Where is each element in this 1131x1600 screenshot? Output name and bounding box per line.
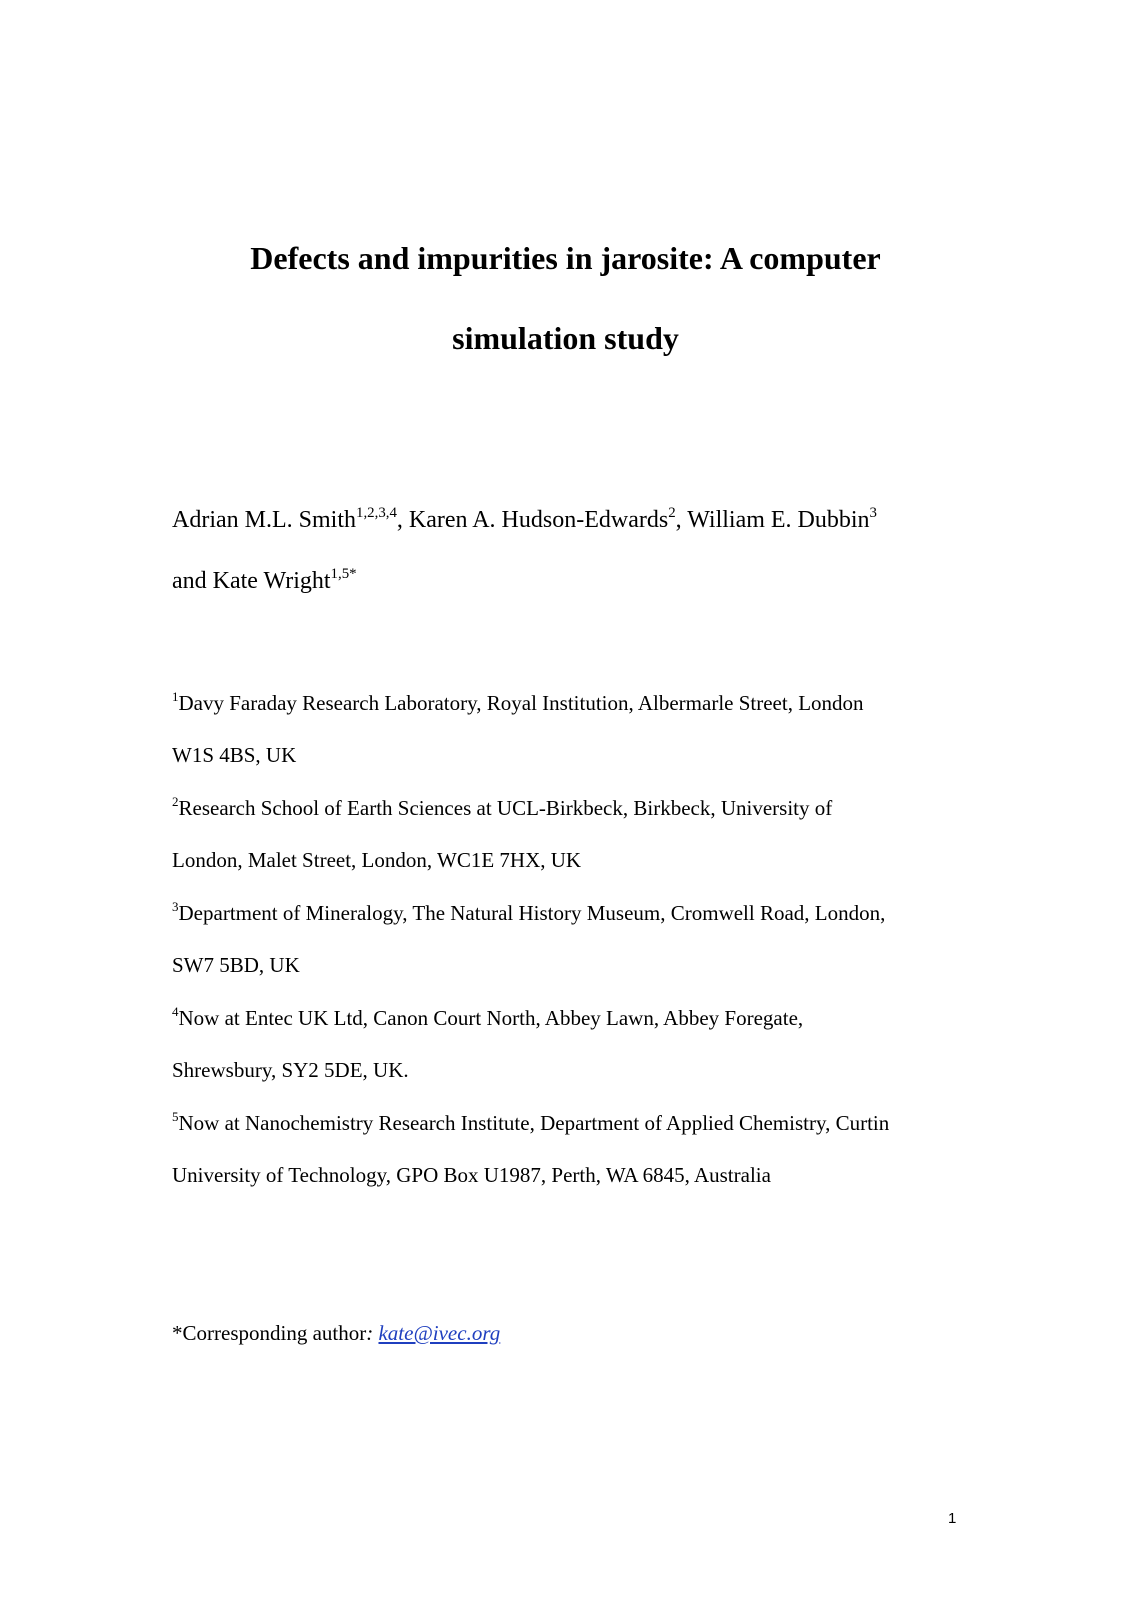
affiliation-text: Department of Mineralogy, The Natural History Museum, Cromwell Road, London, xyxy=(178,901,886,925)
corresponding-email-link[interactable]: kate@ivec.org xyxy=(378,1321,501,1345)
author-name: William E. Dubbin xyxy=(687,507,870,533)
affiliation-2-line-1 xyxy=(172,794,832,822)
paper-title-line-2: simulation study xyxy=(452,320,679,356)
author-affiliation-marker: 2 xyxy=(668,504,676,521)
author-name: Kate Wright xyxy=(212,568,331,594)
affiliation-4-line-2: Shrewsbury, SY2 5DE, UK. xyxy=(172,1058,409,1082)
author-list-line-2 xyxy=(172,566,357,596)
affiliation-4-line-1 xyxy=(172,1004,803,1032)
affiliation-2-line-2: London, Malet Street, London, WC1E 7HX, UK xyxy=(172,848,582,872)
affiliation-1-line-2: W1S 4BS, UK xyxy=(172,743,297,767)
affiliation-number: 4 xyxy=(172,1003,179,1019)
affiliation-5-line-2: University of Technology, GPO Box U1987, Perth, WA 6845, Australia xyxy=(172,1163,771,1187)
affiliation-number: 3 xyxy=(172,898,179,914)
author-affiliation-marker: 3 xyxy=(869,504,877,521)
corresponding-author xyxy=(172,1319,500,1347)
corresponding-author-label: *Corresponding author xyxy=(172,1321,367,1345)
affiliation-number: 2 xyxy=(172,793,179,809)
page-number: 1 xyxy=(948,1510,957,1527)
author-affiliation-marker: 1,5* xyxy=(330,565,357,582)
affiliation-3-line-2: SW7 5BD, UK xyxy=(172,953,300,977)
affiliation-text: Research School of Earth Sciences at UCL-Birkbeck, Birkbeck, University of xyxy=(178,796,833,820)
affiliation-text: Davy Faraday Research Laboratory, Royal Institution, Albermarle Street, London xyxy=(178,691,864,715)
affiliation-1-line-1 xyxy=(172,689,864,717)
affiliation-3-line-1 xyxy=(172,899,885,927)
author-name: Adrian M.L. Smith xyxy=(172,507,356,533)
affiliation-text: Now at Entec UK Ltd, Canon Court North, Abbey Lawn, Abbey Foregate, xyxy=(178,1006,804,1030)
author-list-line-1 xyxy=(172,505,877,535)
author-prefix: and xyxy=(172,568,213,594)
affiliation-number: 5 xyxy=(172,1108,179,1124)
paper-title-line-1: Defects and impurities in jarosite: A computer xyxy=(250,240,881,276)
corresponding-author-colon: : xyxy=(366,1321,379,1345)
author-name: Karen A. Hudson-Edwards xyxy=(408,507,669,533)
author-affiliation-marker: 1,2,3,4 xyxy=(356,504,397,521)
affiliation-number: 1 xyxy=(172,688,179,704)
affiliation-text: Now at Nanochemistry Research Institute, Department of Applied Chemistry, Curtin xyxy=(178,1111,890,1135)
affiliation-5-line-1 xyxy=(172,1109,889,1137)
author-separator: , xyxy=(396,507,409,533)
author-separator: , xyxy=(675,507,688,533)
